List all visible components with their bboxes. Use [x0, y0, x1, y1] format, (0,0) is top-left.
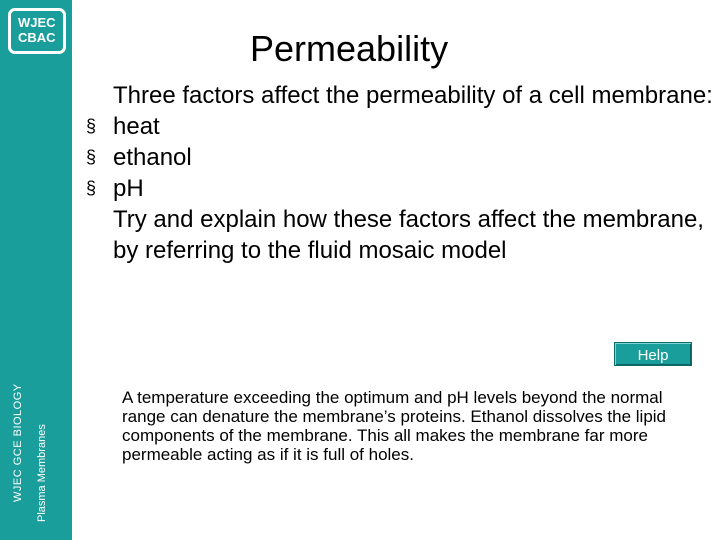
- bullet-text: pH: [113, 175, 144, 202]
- bullet-item: [86, 111, 720, 142]
- intro-text: Three factors affect the permeability of a cell membrane:: [113, 82, 713, 109]
- help-button[interactable]: Help: [614, 342, 692, 366]
- topic-label: Plasma Membranes: [36, 424, 48, 522]
- bullet-item: [86, 142, 720, 173]
- bullet-icon: §: [86, 116, 97, 136]
- slide-title: Permeability: [250, 28, 449, 69]
- sidebar: [0, 0, 72, 540]
- bullet-icon: §: [86, 147, 97, 167]
- help-answer-text: A temperature exceeding the optimum and pH levels beyond the normal range can denature the membrane’s proteins. Ethanol dissolves the lipid components of the membrane. This all makes the membrane far more permeable acting as if it is full of holes.: [122, 388, 667, 464]
- slide-body: [86, 80, 720, 266]
- bullet-text: ethanol: [113, 144, 192, 171]
- wjec-logo: [8, 8, 66, 54]
- outro-text: Try and explain how these factors affect the membrane, by referring to the fluid mosaic model: [113, 206, 704, 264]
- bullet-text: heat: [113, 113, 160, 140]
- bullet-icon: §: [86, 178, 97, 198]
- bullet-item: [86, 173, 720, 204]
- logo-line2: CBAC: [18, 30, 56, 45]
- course-label: WJEC GCE BIOLOGY: [12, 383, 24, 502]
- logo-line1: WJEC: [18, 15, 56, 30]
